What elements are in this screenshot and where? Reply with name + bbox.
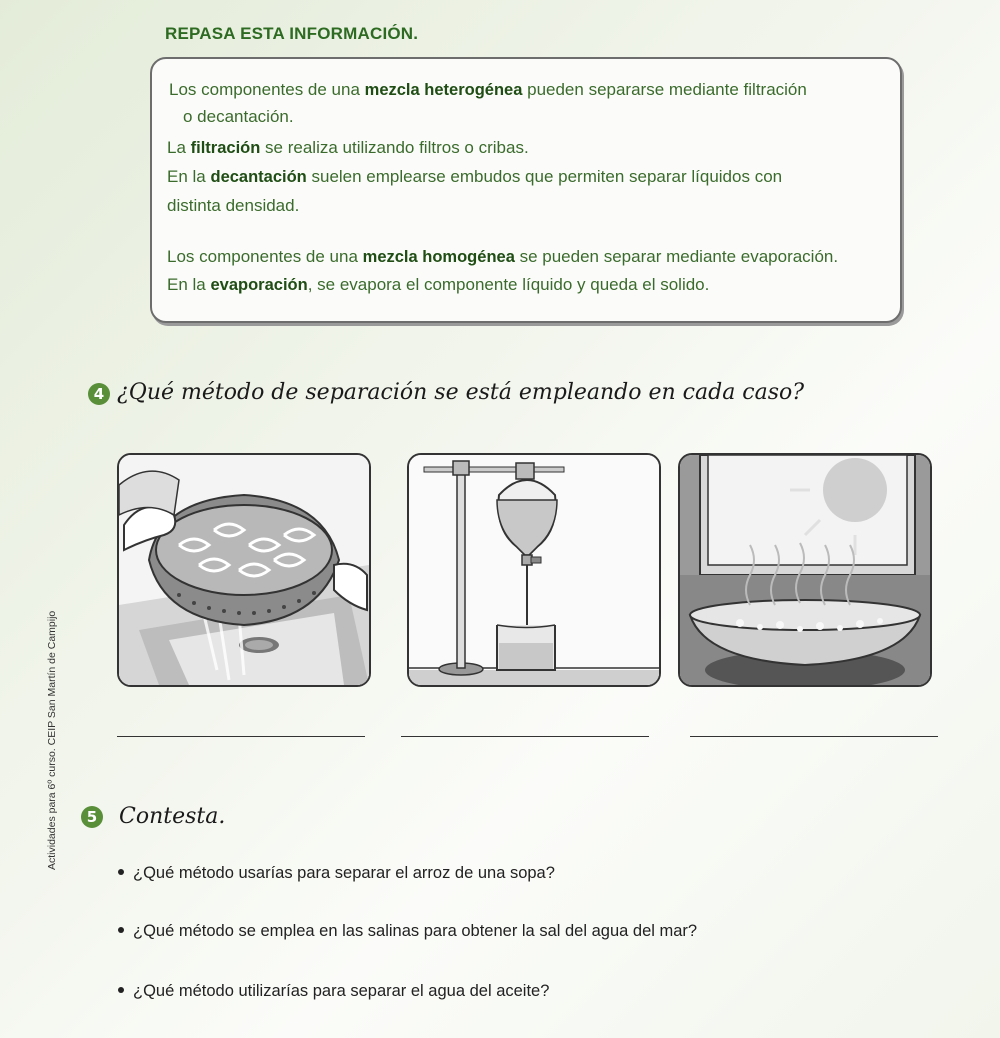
colander-illustration (117, 453, 371, 687)
funnel-drawing (409, 455, 659, 685)
question-5-item-2: ¿Qué método se emplea en las salinas para obtener la sal del agua del mar? (118, 922, 697, 941)
info-line-4: En la decantación suelen emplearse embudos que permiten separar líquidos con (167, 167, 783, 186)
info-line-3: La filtración se realiza utilizando filtros o cribas. (167, 138, 529, 157)
answer-line-1[interactable] (117, 736, 365, 737)
info-box (150, 57, 902, 323)
answer-line-3[interactable] (690, 736, 938, 737)
evaporation-illustration (678, 453, 932, 687)
question-5-title: Contesta. (119, 804, 226, 829)
question-5-item-3: ¿Qué método utilizarías para separar el agua del aceite? (118, 982, 549, 1001)
info-line-2: o decantación. (183, 107, 294, 126)
side-credit: Actividades para 6º curso. CEIP San Martín de Campijo (46, 610, 58, 870)
question-4-title: ¿Qué método de separación se está empleando en cada caso? (117, 380, 805, 405)
question-5-item-1: ¿Qué método usarías para separar el arroz de una sopa? (118, 864, 555, 883)
bullet-icon (118, 869, 124, 875)
review-title: REPASA ESTA INFORMACIÓN. (165, 24, 419, 43)
info-line-7: En la evaporación, se evapora el componente líquido y queda el solido. (167, 275, 710, 294)
question-5-number: 5 (81, 806, 103, 828)
info-line-5: distinta densidad. (167, 196, 300, 215)
info-line-6: Los componentes de una mezcla homogénea se pueden separar mediante evaporación. (167, 247, 839, 266)
separatory-funnel-illustration (407, 453, 661, 687)
info-line-1: Los componentes de una mezcla heterogénea pueden separarse mediante filtración (169, 80, 807, 99)
evaporation-drawing (680, 455, 930, 685)
colander-drawing (119, 455, 369, 685)
question-4-number: 4 (88, 383, 110, 405)
bullet-icon (118, 987, 124, 993)
bullet-icon (118, 927, 124, 933)
answer-line-2[interactable] (401, 736, 649, 737)
